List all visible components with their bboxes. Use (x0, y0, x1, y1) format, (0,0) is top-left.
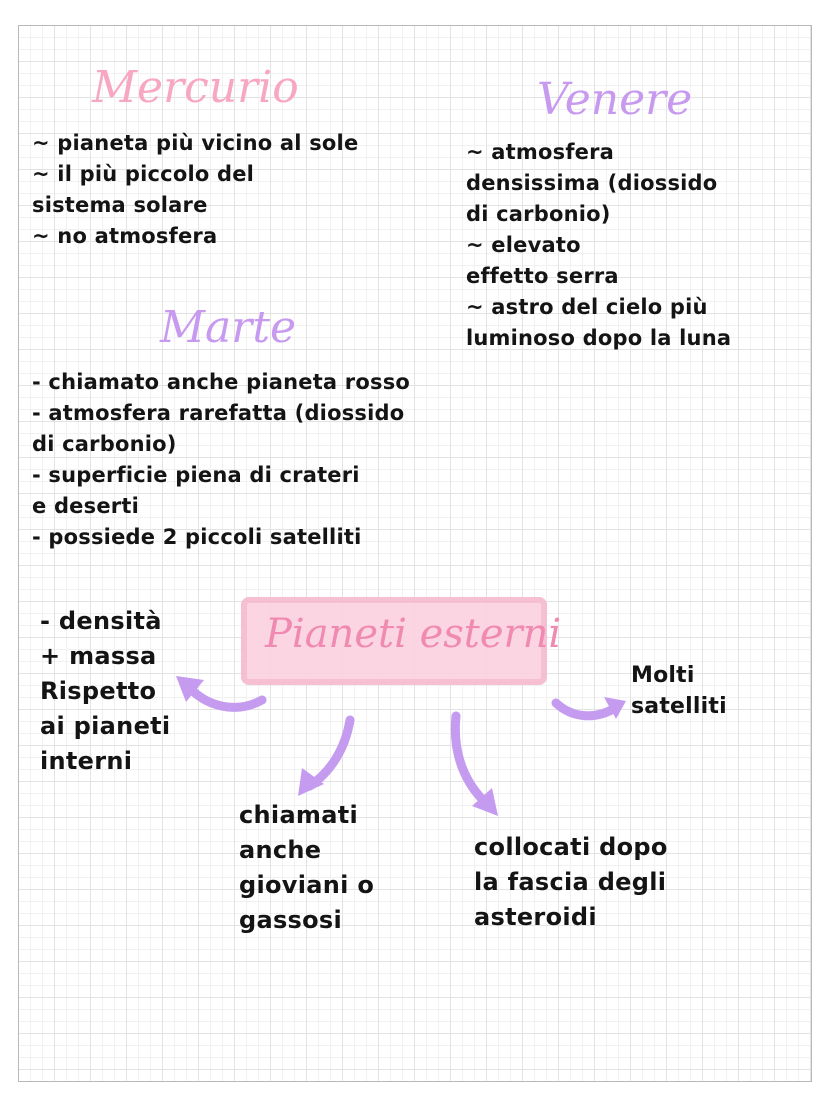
left-note (40, 604, 170, 779)
right-note (631, 660, 727, 722)
marte-title: Marte (160, 302, 297, 353)
bottom-left-note (239, 798, 374, 938)
note-line: - densità (40, 607, 162, 635)
bottom-right-note (474, 830, 668, 935)
note-line: ai pianeti (40, 712, 171, 740)
note-line: anche (239, 836, 322, 864)
note-line: - superficie piena di crateri (32, 463, 360, 487)
note-line: - possiede 2 piccoli satelliti (32, 525, 362, 549)
note-line: ~ atmosfera (466, 140, 615, 164)
note-line: chiamati (239, 801, 359, 829)
note-line: densissima (diossido (466, 171, 718, 195)
note-line: ~ elevato (466, 233, 581, 257)
note-line: collocati dopo (474, 833, 668, 861)
note-line: di carbonio) (466, 202, 611, 226)
note-line: ~ no atmosfera (32, 224, 218, 248)
arrow-to-left-note (190, 688, 262, 707)
note-line: Molti (631, 663, 695, 688)
note-line: effetto serra (466, 264, 619, 288)
mercurio-title: Mercurio (92, 62, 299, 113)
arrow-to-bottom-left-note (310, 720, 350, 786)
arrow-to-bottom-right-note (455, 716, 488, 805)
note-line: ~ pianeta più vicino al sole (32, 131, 359, 155)
note-line: di carbonio) (32, 432, 177, 456)
note-line: luminoso dopo la luna (466, 326, 732, 350)
note-line: - atmosfera rarefatta (diossido (32, 401, 405, 425)
note-line: asteroidi (474, 903, 597, 931)
note-line: ~ astro del cielo più (466, 295, 708, 319)
note-line: ~ il più piccolo del (32, 162, 255, 186)
pianeti-esterni-title: Pianeti esterni (265, 611, 562, 657)
note-line: e deserti (32, 494, 139, 518)
note-line: gassosi (239, 906, 343, 934)
note-line: + massa (40, 642, 157, 670)
note-line: gioviani o (239, 871, 375, 899)
note-line: satelliti (631, 694, 727, 719)
arrow-to-right-note (556, 703, 615, 716)
note-line: sistema solare (32, 193, 208, 217)
note-line: interni (40, 747, 133, 775)
note-line: la fascia degli (474, 868, 667, 896)
note-line: - chiamato anche pianeta rosso (32, 370, 411, 394)
note-line: Rispetto (40, 677, 157, 705)
venere-title: Venere (537, 74, 693, 125)
